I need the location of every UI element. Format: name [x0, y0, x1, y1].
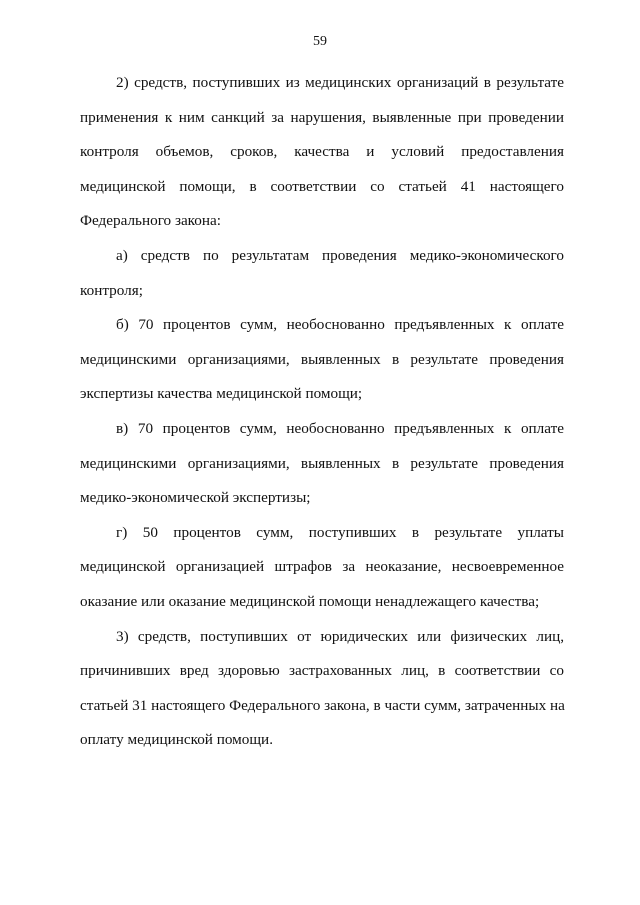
text-line: медицинской помощи, в соответствии со статьей 41 настоящего — [80, 177, 564, 195]
text-line: медицинской организацией штрафов за неоказание, несвоевременное — [80, 558, 564, 576]
paragraph-subitem-a — [80, 239, 564, 308]
text-line: оказание или оказание медицинской помощи ненадлежащего качества; — [80, 592, 540, 610]
document-body — [80, 66, 564, 758]
text-line: причинивших вред здоровью застрахованных лиц, в соответствии со — [80, 662, 564, 680]
text-line: статьей 31 настоящего Федерального закона, в части сумм, затраченных на — [80, 696, 565, 714]
paragraph-subitem-b — [80, 308, 564, 412]
text-line: экспертизы качества медицинской помощи; — [80, 385, 363, 403]
page-number: 59 — [313, 34, 327, 49]
text-line: контроля; — [80, 281, 143, 299]
text-line: а) средств по результатам проведения медико-экономического — [116, 246, 564, 264]
paragraph-subitem-g — [80, 516, 564, 620]
text-line: медицинскими организациями, выявленных в результате проведения — [80, 350, 564, 368]
text-line: 2) средств, поступивших из медицинских организаций в результате — [116, 74, 564, 91]
text-line: медико-экономической экспертизы; — [80, 489, 311, 507]
text-line: г) 50 процентов сумм, поступивших в результате уплаты — [116, 523, 564, 541]
text-line: б) 70 процентов сумм, необоснованно предъявленных к оплате — [116, 316, 564, 334]
paragraph-item-2 — [80, 66, 564, 239]
text-line: применения к ним санкций за нарушения, выявленные при проведении — [80, 108, 564, 126]
text-line: медицинскими организациями, выявленных в результате проведения — [80, 454, 564, 472]
text-line: оплату медицинской помощи. — [80, 731, 273, 749]
text-line: в) 70 процентов сумм, необоснованно предъявленных к оплате — [116, 419, 564, 437]
paragraph-item-3 — [80, 620, 564, 758]
text-line: 3) средств, поступивших от юридических или физических лиц, — [116, 627, 564, 645]
text-line: Федерального закона: — [80, 212, 221, 230]
text-line: контроля объемов, сроков, качества и условий предоставления — [80, 143, 564, 161]
paragraph-subitem-v — [80, 412, 564, 516]
